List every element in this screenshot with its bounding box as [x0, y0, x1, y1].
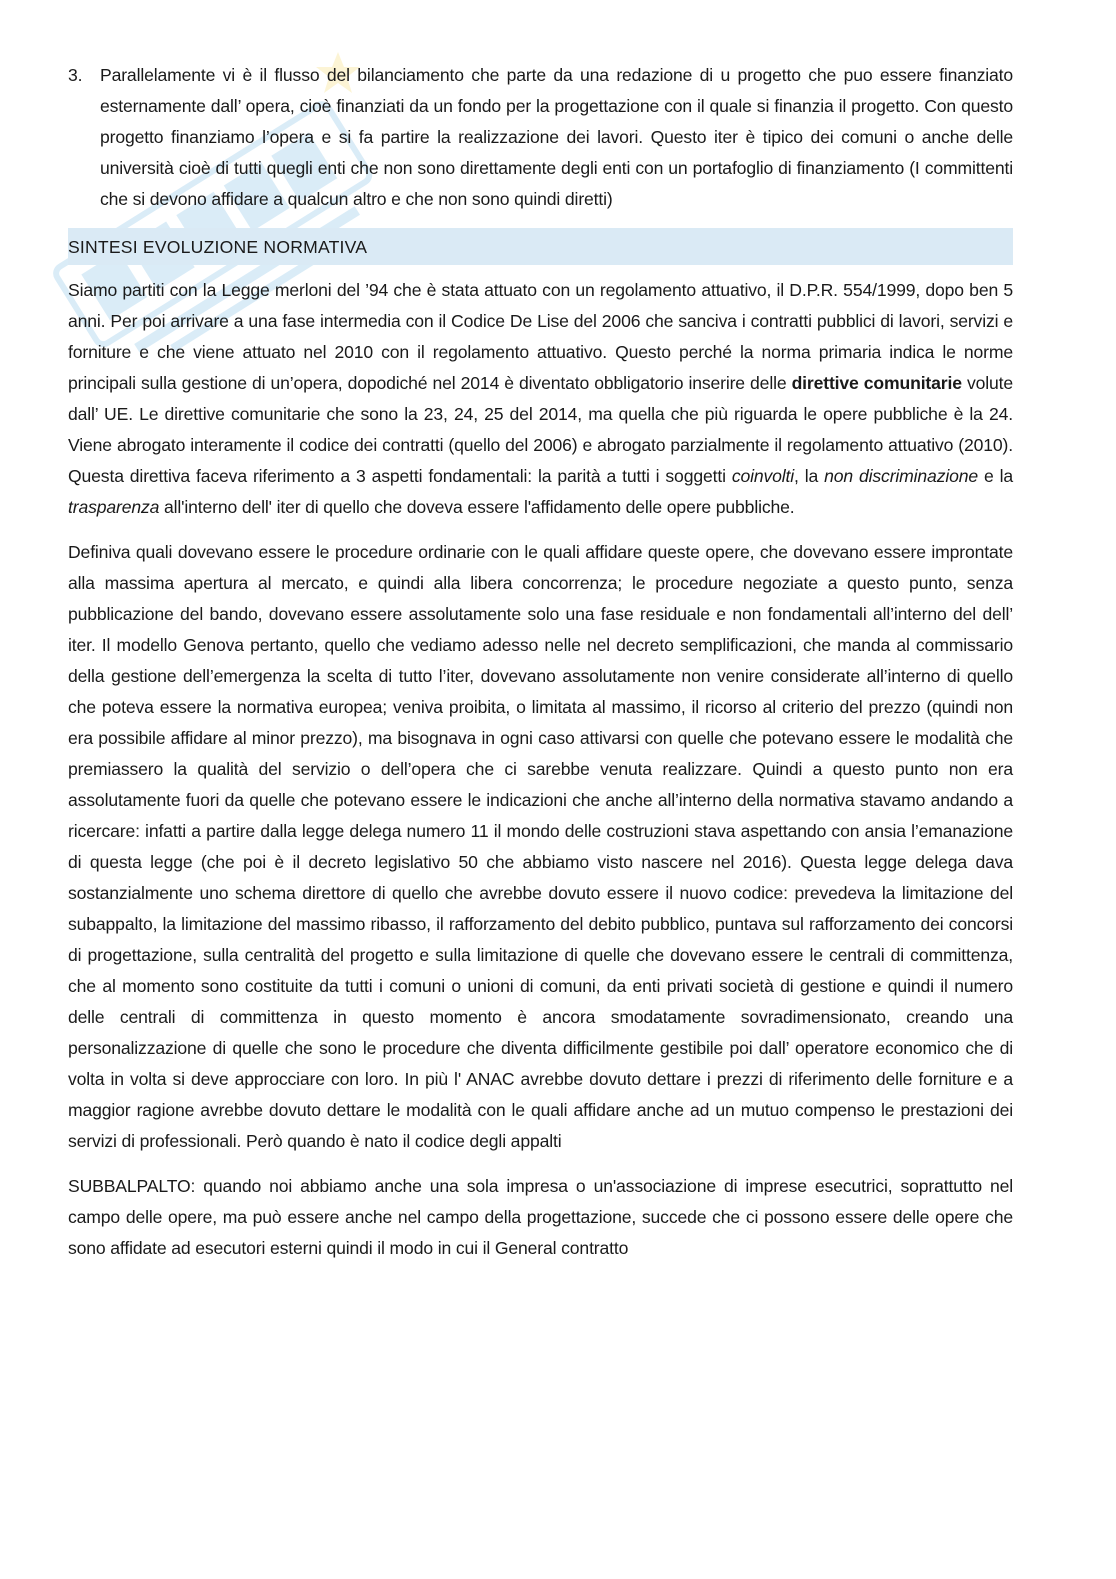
- item-text: Parallelamente vi è il flusso del bilanciamento che parte da una redazione di u progetto che puo essere finanziato esternamente dall’ opera, cioè finanziati da un fondo per la progettazione con il quale si finanzia il progetto. Con questo progetto finanziamo l’opera e si fa partire la realizzazione dei lavori. Questo iter è tipico dei comuni o anche delle università cioè di tutti quegli enti che non sono direttamente degli enti con un portafoglio di finanziamento (I committenti che si devono affidare a qualcun altro e che non sono quindi diretti): [100, 65, 1013, 209]
- section-heading: [68, 228, 1013, 265]
- paragraph-subcontracting: SUBBALPALTO: quando noi abbiamo anche una sola impresa o un'associazione di imprese esecutrici, soprattutto nel campo delle opere, ma può essere anche nel campo della progettazione, succede che ci possono essere delle opere che sono affidate ad esecutori esterni quindi il modo in cui il General contratto: [68, 1176, 1013, 1258]
- para1-text-a: Siamo partiti con la Legge merloni del ’94 che è stata attuato con un regolamento attuativo, il D.P.R. 554/1999, dopo ben 5 anni. Per poi arrivare a una fase intermedia con il Codice De Lise del 2006 che sanciva i contratti pubblici di lavori, servizi e forniture e che viene attuato nel 2010 con il regolamento attuativo. Questo perché la norma primaria indica le norme principali sulla gestione di un’opera, dopodiché nel 2014 è diventato obbligatorio inserire delle: [68, 280, 1013, 393]
- paragraph-procedures: Definiva quali dovevano essere le procedure ordinarie con le quali affidare queste opere, che dovevano essere improntate alla massima apertura al mercato, e quindi alla libera concorrenza; le procedure negoziate a questo punto, senza pubblicazione del bando, dovevano essere assolutamente solo una fase residuale e non fondamentali all’interno del dell’ iter. Il modello Genova pertanto, quello che vediamo adesso nelle nel decreto semplificazioni, che manda al commissario della gestione dell’emergenza la scelta di tutto l’iter, dovevano assolutamente non venire considerate all’interno di quello che poteva essere la normativa europea; veniva proibita, o limitata al massimo, il ricorso al criterio del prezzo (quindi non era possibile affidare al minor prezzo), ma bisognava in ogni caso attivarsi con quelle che potevano essere le modalità che premiassero la qualità del servizio o dell’opera che ci sarebbe venuta realizzare. Quindi a questo punto non era assolutamente fuori da quelle che potevano essere le indicazioni che anche all’interno della normativa stavamo andando a ricercare: infatti a partire dalla legge delega numero 11 il mondo delle costruzioni stava aspettando con ansia l’emanazione di questa legge (che poi è il decreto legislativo 50 che abbiamo visto nascere nel 2016). Questa legge delega dava sostanzialmente uno schema direttore di quello che avrebbe dovuto essere il nuovo codice: prevedeva la limitazione del subappalto, la limitazione del massimo ribasso, il rafforzamento del debito pubblico, puntava sul rafforzamento dei concorsi di progettazione, sulla centralità del progetto e sulla limitazione di quelle che dovevano essere le centrali di committenza, che al momento sono costituite da tutti i comuni o unioni di comuni, da enti privati società di gestione e quindi il numero delle centrali di committenza in questo momento è ancora smodatamente sovradimensionato, creando una personalizzazione di quelle che sono le procedure che diventa difficilmente gestibile poi dall’ operatore economico che di volta in volta si deve approcciare con loro. In più l' ANAC avrebbe dovuto dettare i prezzi di riferimento delle forniture e a maggior ragione avrebbe dovuto dettare le modalità con le quali affidare anche ad un mutuo compenso le prestazioni dei servizi di professionali. Però quando è nato il codice degli appalti: [68, 542, 1013, 1151]
- paragraph-legislation-history: [68, 275, 1013, 523]
- document-page: [68, 60, 1013, 1264]
- para1-italic-2: non discriminazione: [824, 466, 979, 486]
- para1-italic-1: coinvolti: [731, 466, 795, 486]
- section-heading-text: SINTESI EVOLUZIONE NORMATIVA: [68, 237, 368, 257]
- para1-italic-3: trasparenza: [68, 497, 160, 517]
- para1-text-e: all'interno dell' iter di quello che doveva essere l'affidamento delle opere pubbliche.: [159, 497, 795, 517]
- para1-text-b: volute dall’ UE. Le direttive comunitarie che sono la 23, 24, 25 del 2014, ma quella che più riguarda le opere pubbliche è la 24. Viene abrogato interamente il codice dei contratti (quello del 2006) e abrogato parzialmente il regolamento attuativo (2010). Questa direttiva faceva riferimento a 3 aspetti fondamentali: la parità a tutti i soggetti: [68, 373, 1013, 486]
- para1-bold-term: direttive comunitarie: [791, 373, 962, 393]
- numbered-item-3: [68, 60, 1013, 215]
- item-number: 3.: [68, 65, 83, 85]
- para1-text-c: , la: [794, 466, 825, 486]
- para1-text-d: e la: [978, 466, 1013, 486]
